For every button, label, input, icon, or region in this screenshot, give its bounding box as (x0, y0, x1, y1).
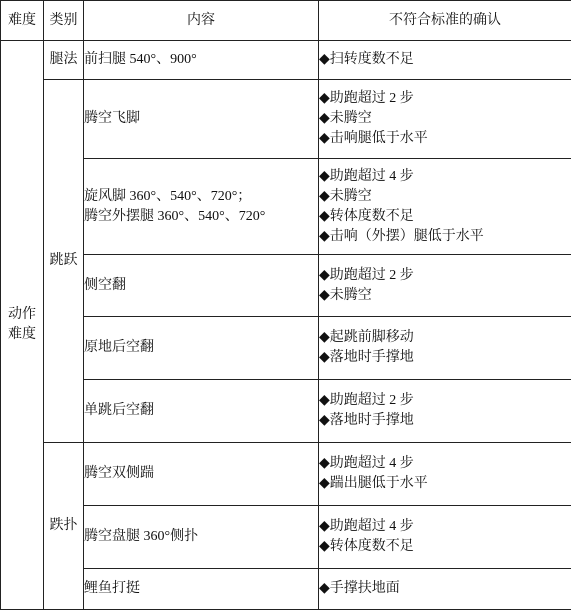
criteria-cell (319, 159, 571, 255)
content-cell (84, 80, 319, 159)
difficulty-label-line: 难度 (1, 325, 43, 345)
criteria-cell (319, 80, 571, 159)
criteria-cell (319, 41, 571, 80)
criteria-item: ◆落地时手撑地 (319, 348, 571, 368)
header-difficulty: 难度 (1, 1, 44, 41)
criteria-item: ◆未腾空 (319, 286, 571, 306)
criteria-item: ◆落地时手撑地 (319, 411, 571, 431)
criteria-cell (319, 255, 571, 317)
criteria-item: ◆未腾空 (319, 187, 571, 207)
difficulty-label-line: 动作 (1, 305, 43, 325)
table-row (1, 317, 571, 380)
content-cell (84, 159, 319, 255)
content-line: 旋风脚 360°、540°、720°； (84, 187, 318, 207)
table-row (1, 41, 571, 80)
table-header-row (1, 1, 571, 41)
content-cell (84, 41, 319, 80)
content-cell (84, 443, 319, 506)
content-cell (84, 380, 319, 443)
criteria-item: ◆手撑扶地面 (319, 579, 571, 599)
criteria-item: ◆踹出腿低于水平 (319, 474, 571, 494)
criteria-cell (319, 380, 571, 443)
table-row (1, 443, 571, 506)
content-line: 腾空双侧踹 (84, 464, 318, 484)
content-line: 鲤鱼打挺 (84, 579, 318, 599)
content-cell (84, 255, 319, 317)
category-cell: 腿法 (44, 41, 84, 80)
criteria-cell (319, 506, 571, 569)
criteria-item: ◆助跑超过 2 步 (319, 391, 571, 411)
criteria-item: ◆助跑超过 2 步 (319, 266, 571, 286)
table-row (1, 506, 571, 569)
header-content: 内容 (84, 1, 319, 41)
content-line: 腾空盘腿 360°侧扑 (84, 527, 318, 547)
criteria-item: ◆击响腿低于水平 (319, 129, 571, 149)
header-criteria: 不符合标准的确认 (319, 1, 571, 41)
criteria-item: ◆转体度数不足 (319, 537, 571, 557)
content-line: 原地后空翻 (84, 338, 318, 358)
criteria-item: ◆助跑超过 4 步 (319, 167, 571, 187)
difficulty-cell (1, 41, 44, 610)
content-line: 单跳后空翻 (84, 401, 318, 421)
table-row (1, 380, 571, 443)
content-line: 腾空飞脚 (84, 109, 318, 129)
content-cell (84, 569, 319, 610)
table-row (1, 159, 571, 255)
criteria-item: ◆转体度数不足 (319, 207, 571, 227)
criteria-item: ◆未腾空 (319, 109, 571, 129)
content-line: 腾空外摆腿 360°、540°、720° (84, 207, 318, 227)
table-row (1, 569, 571, 610)
criteria-item: ◆击响（外摆）腿低于水平 (319, 227, 571, 247)
criteria-cell (319, 317, 571, 380)
criteria-item: ◆助跑超过 2 步 (319, 89, 571, 109)
content-cell (84, 317, 319, 380)
content-line: 侧空翻 (84, 276, 318, 296)
content-cell (84, 506, 319, 569)
table-row (1, 255, 571, 317)
criteria-item: ◆起跳前脚移动 (319, 328, 571, 348)
criteria-item: ◆助跑超过 4 步 (319, 517, 571, 537)
content-line: 前扫腿 540°、900° (84, 50, 318, 70)
category-cell: 跳跃 (44, 80, 84, 443)
table-row (1, 80, 571, 159)
criteria-cell (319, 443, 571, 506)
criteria-item: ◆助跑超过 4 步 (319, 454, 571, 474)
criteria-item: ◆扫转度数不足 (319, 50, 571, 70)
category-cell: 跌扑 (44, 443, 84, 610)
header-category: 类别 (44, 1, 84, 41)
criteria-cell (319, 569, 571, 610)
